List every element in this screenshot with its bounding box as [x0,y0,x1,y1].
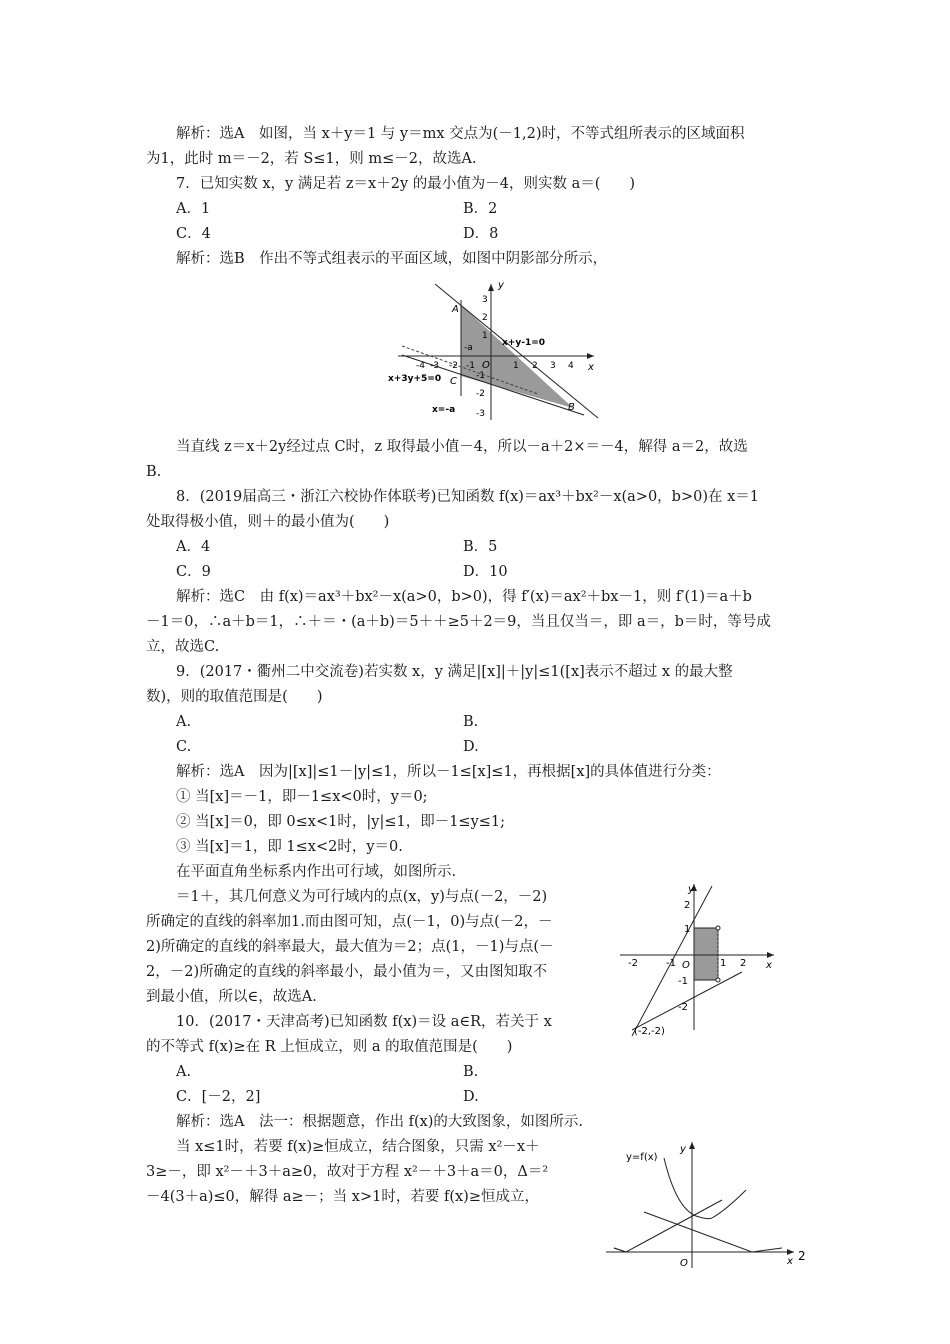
y-tick: 2 [482,313,488,323]
text-line: 当直线 z＝x＋2y经过点 C时，z 取得最小值－4，所以－a＋2×＝－4，解得 a＝2，故选 [176,439,748,455]
text-line: 当 x≤1时，若要 f(x)≥恒成立，结合图象，只需 x²－x＋ [176,1139,540,1155]
q10-option-b: B. [463,1064,479,1080]
y-tick: 1 [684,924,691,935]
q10-option-c: C．[－2，2] [176,1089,261,1105]
y-tick: 2 [684,900,691,911]
text-line: 3≥－，即 x²－＋3＋a≥0，故对于方程 x²－＋3＋a＝0，Δ＝² [146,1164,549,1180]
q10-option-d: D. [463,1089,479,1105]
text-line: 解析：选A 因为|[x]|≤1－|y|≤1，所以－1≤[x]≤1，再根据[x]的具体值进行分类： [176,764,721,780]
line2-label: x+3y+5=0 [388,374,442,384]
text-line: 解析：选C 由 f(x)＝ax³＋bx²－x(a>0，b>0)，得 f′(x)＝ax²＋bx－1，则 f′(1)＝a＋b [176,589,752,605]
question-7: 7．已知实数 x，y 满足若 z＝x＋2y 的最小值为－4，则实数 a＝( ) [176,176,636,192]
y-tick: -2 [476,389,485,399]
y-axis-label: y [680,1144,686,1155]
shaded-region [694,928,718,980]
x-axis-label: x [787,1256,793,1267]
x-tick: -2 [449,361,458,371]
point-b-label: B [568,402,575,413]
text-line: －4(3＋a)≤0，解得 a≥－；当 x>1时，若要 f(x)≥恒成立， [146,1189,539,1205]
text-line: 为1，此时 m＝－2，若 S≤1，则 m≤－2，故选A. [146,151,477,167]
point-c-label: C [450,376,457,387]
text-line: 的不等式 f(x)≥在 R 上恒成立，则 a 的取值范围是( ) [146,1039,513,1055]
x-tick: -1 [666,958,676,969]
figure-q9 [618,880,788,1040]
curve-right [712,1190,746,1218]
point-a-label: A [452,304,459,315]
neg-a-label: -a [464,343,473,353]
question-9: 9．(2017・衢州二中交流卷)若实数 x，y 满足|[x]|＋|y|≤1([x]表示不超过 x 的最大整 [176,664,733,680]
line3-label: x=-a [432,405,456,415]
q8-option-a: A．4 [176,539,211,555]
figure-q7 [388,278,608,428]
text-line: 解析：选B 作出不等式组表示的平面区域，如图中阴影部分所示， [176,251,608,267]
x-tick: 2 [740,958,747,969]
text-line: 立，故选C. [146,639,220,655]
x-tick: 4 [568,361,574,371]
origin-label: O [680,1258,688,1269]
q7-option-d: D．8 [463,226,499,242]
x-axis-label: x [588,362,594,373]
text-line: 解析：选A 法一：根据题意，作出 f(x)的大致图象，如图所示. [176,1114,584,1130]
x-tick: 3 [550,361,556,371]
x-tick: -4 [416,361,425,371]
text-line: 解析：选A 如图，当 x＋y＝1 与 y＝mx 交点为(－1,2)时，不等式组所表示的区域面积 [176,126,745,142]
text-line: ③ 当[x]＝1，即 1≤x<2时，y＝0. [176,839,403,855]
point-label: (-2,-2) [634,1026,665,1037]
q9-option-b: B. [463,714,479,730]
x-tick: -2 [628,958,638,969]
x-tick: -3 [430,361,439,371]
question-10: 10．(2017・天津高考)已知函数 f(x)＝设 a∈R，若关于 x [176,1014,552,1030]
text-line: ② 当[x]＝0，即 0≤x<1时，|y|≤1，即－1≤y≤1; [176,814,506,830]
x-tick: 1 [513,361,519,371]
x-axis-label: x [766,960,772,971]
q9-option-c: C. [176,739,192,755]
x-tick: -1 [466,361,475,371]
q8-option-c: C．9 [176,564,211,580]
text-line: 数)，则的取值范围是( ) [146,689,323,705]
q8-option-d: D．10 [463,564,508,580]
origin-label: O [682,960,690,971]
text-line: 到最小值，所以∈，故选A. [146,989,317,1005]
x-tick: 2 [798,1249,806,1263]
q8-option-b: B．5 [463,539,498,555]
x-tick: 1 [720,958,727,969]
origin-label: O [482,360,490,371]
text-line: 处取得极小值，则＋的最小值为( ) [146,514,390,530]
q7-option-b: B．2 [463,201,498,217]
text-line: B. [146,464,162,480]
y-axis-label: y [688,884,694,895]
text-line: 在平面直角坐标系内作出可行域，如图所示. [176,864,457,880]
text-line: 所确定的直线的斜率加1.而由图可知，点(－1，0)与点(－2，－ [146,914,553,930]
text-line: 2)所确定的直线的斜率最大，最大值为＝2；点(1，－1)与点(－ [146,939,554,955]
y-tick: 3 [482,295,488,305]
y-tick: -1 [678,976,688,987]
q7-option-a: A．1 [176,201,211,217]
question-8: 8．(2019届高三・浙江六校协作体联考)已知函数 f(x)＝ax³＋bx²－x(a>0，b>0)在 x＝1 [176,489,759,505]
line1-label: x+y-1=0 [502,338,546,348]
text-line: －1＝0，∴a＋b＝1，∴＋＝・(a＋b)＝5＋＋≥5＋2＝9，当且仅当＝，即 a＝，b＝时，等号成 [146,614,771,630]
y-axis-label: y [498,280,504,291]
y-tick: -1 [476,371,485,381]
q7-option-c: C．4 [176,226,211,242]
x-tick: 2 [532,361,538,371]
q9-option-d: D. [463,739,479,755]
figure-q10 [604,1138,814,1273]
y-tick: 1 [482,331,488,341]
text-line: ① 当[x]＝－1，即－1≤x<0时，y＝0; [176,789,428,805]
y-tick: -2 [678,1002,688,1013]
y-tick: -3 [476,409,485,419]
text-line: 2，－2)所确定的直线的斜率最小，最小值为＝，又由图知取不 [146,964,548,980]
q9-option-a: A. [176,714,192,730]
q10-option-a: A. [176,1064,192,1080]
curve-label: y=f(x) [626,1152,658,1163]
text-line: ＝1＋，其几何意义为可行域内的点(x，y)与点(－2，－2) [176,889,548,905]
